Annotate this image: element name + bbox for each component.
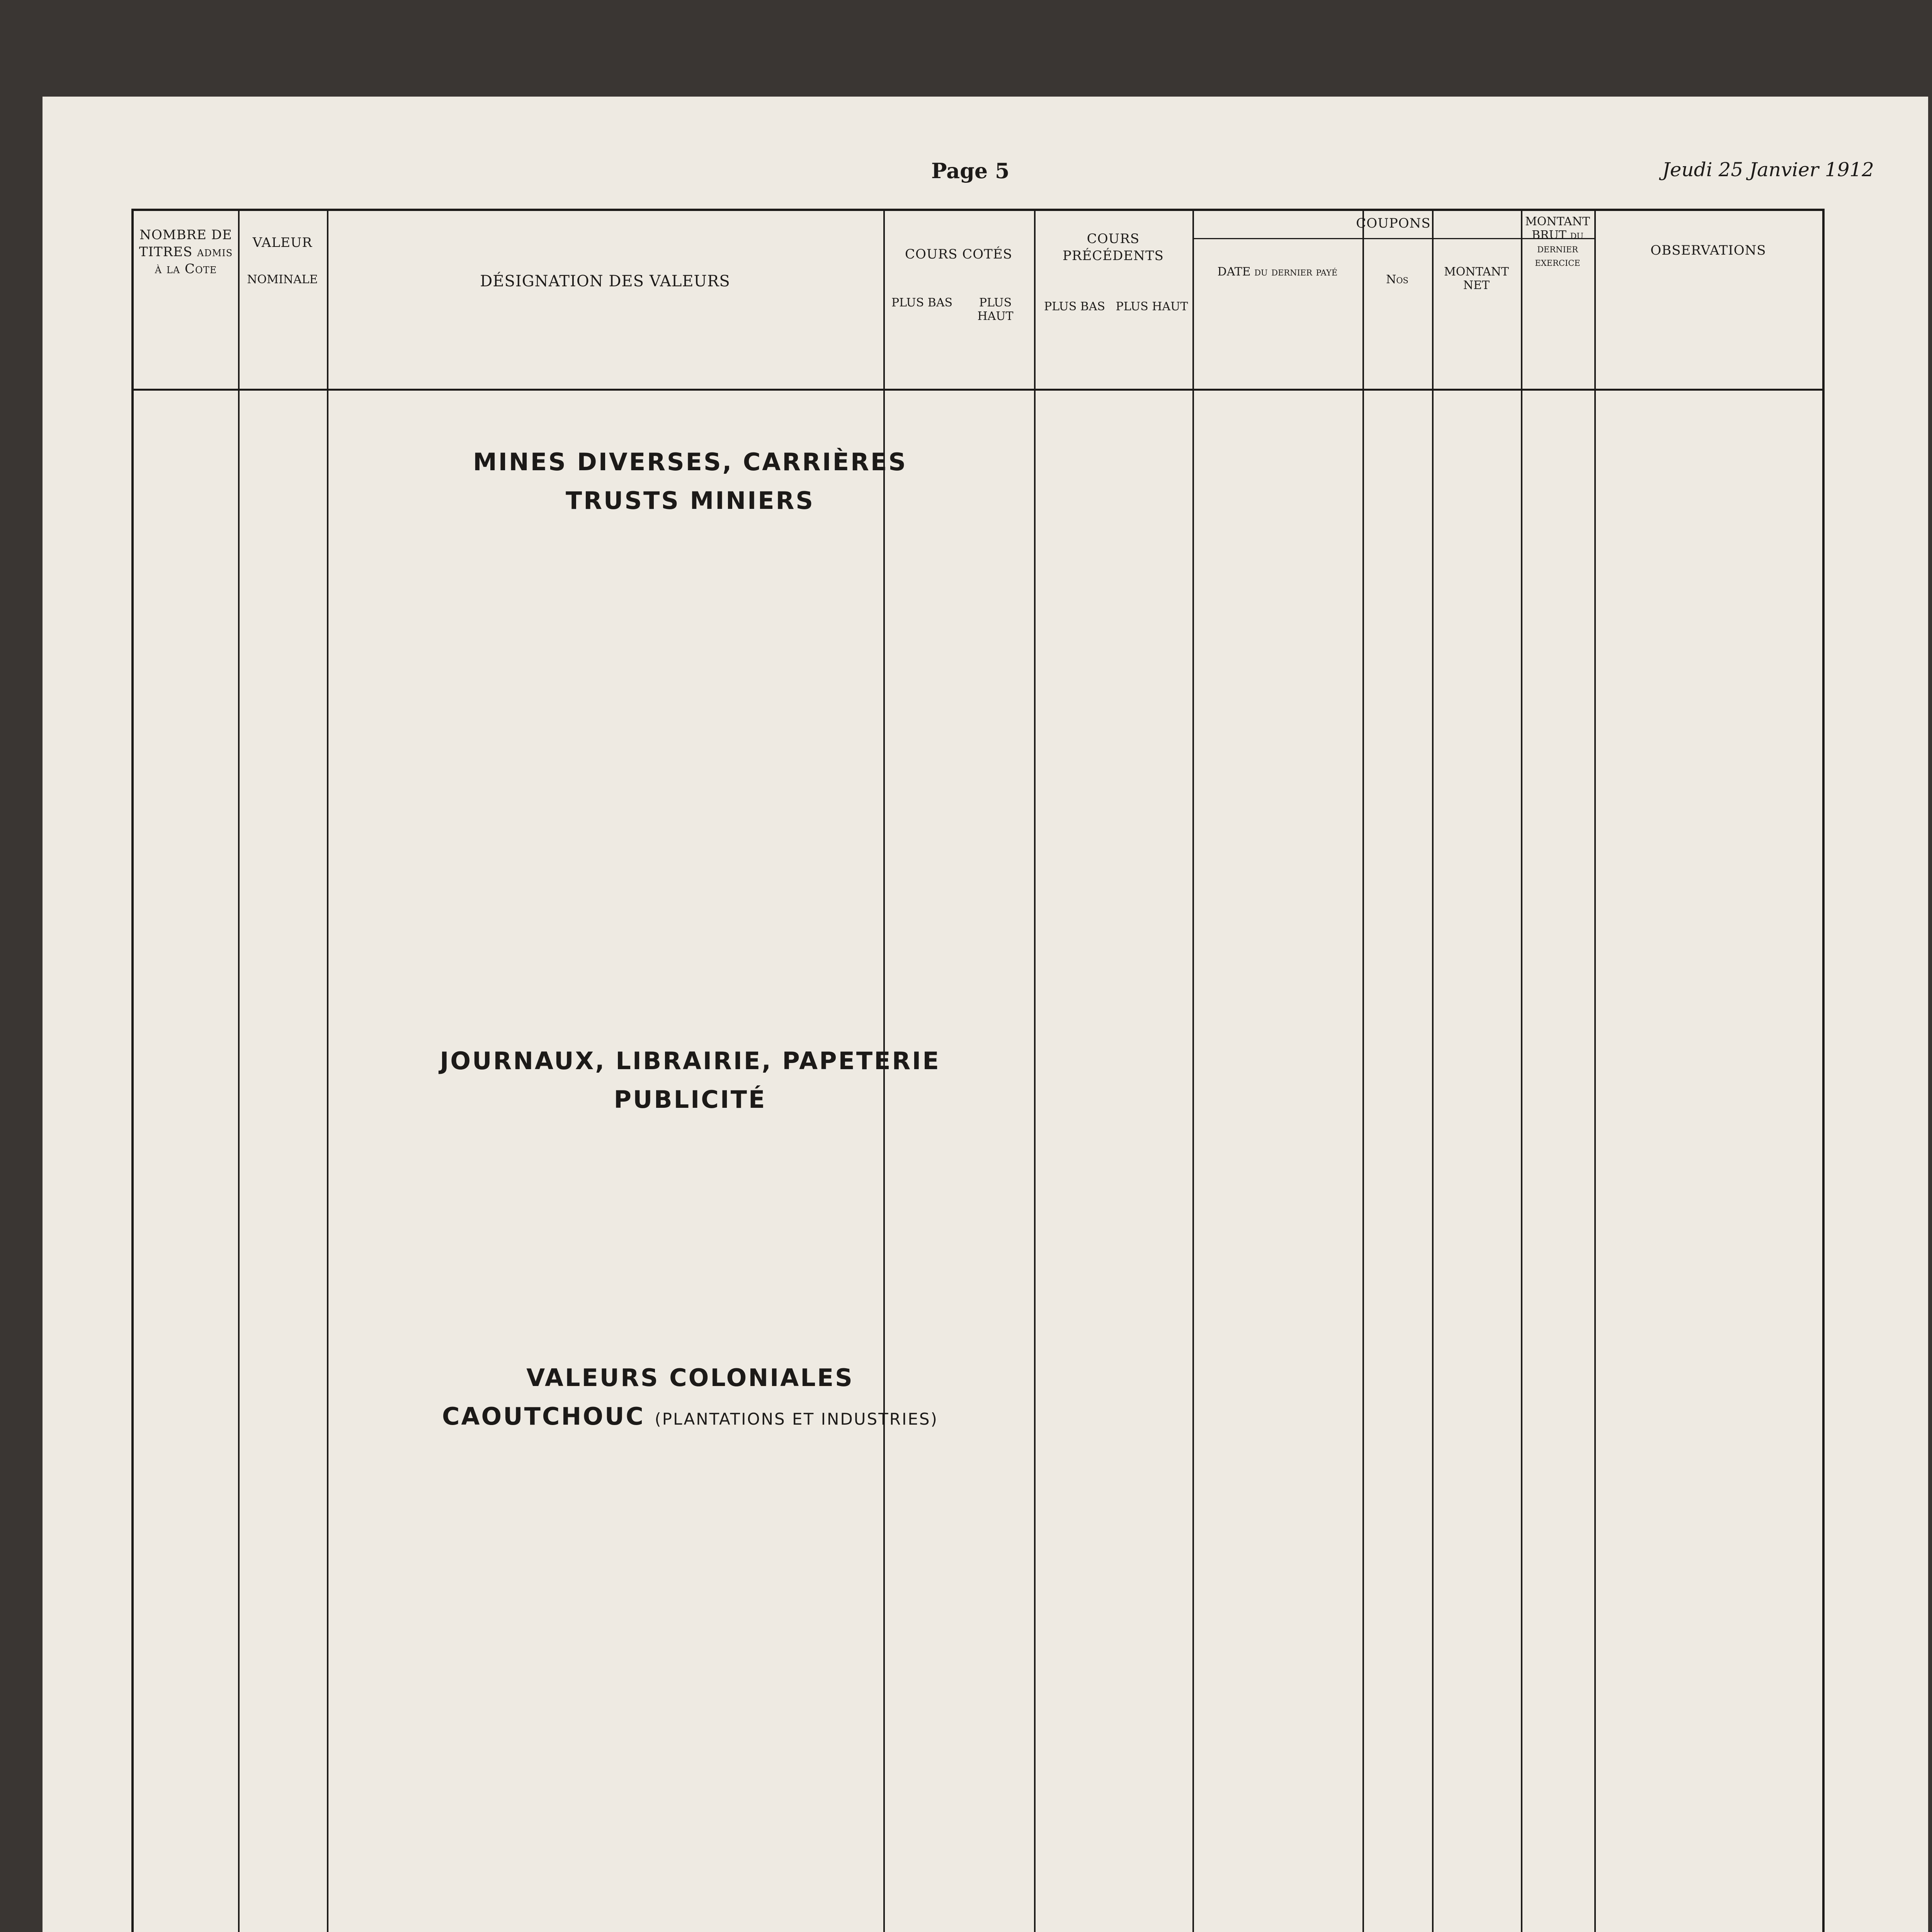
column-rule <box>1192 211 1194 1932</box>
header-coupon-number: Nos <box>1386 273 1408 286</box>
header-quoted: COURS COTÉS <box>905 247 1012 262</box>
table-header <box>134 211 1822 391</box>
issue-date: Jeudi 25 Janvier 1912 <box>1662 158 1874 181</box>
section-subtitle-note: (PLANTATIONS ET INDUSTRIES) <box>655 1410 938 1429</box>
section-title: MINES DIVERSES, CARRIÈRES <box>473 448 907 476</box>
column-rule <box>1432 211 1434 1932</box>
section-title: JOURNAUX, LIBRAIRIE, PAPETERIE <box>440 1047 940 1075</box>
header-previous-high: PLUS HAUT <box>1116 300 1188 313</box>
column-rule <box>238 211 240 1932</box>
header-previous-low: PLUS BAS <box>1044 300 1105 313</box>
header-coupon-date: DATE du dernier payé <box>1217 265 1338 279</box>
column-rule <box>1594 211 1596 1932</box>
header-count: NOMBRE DE TITRES admis à la Cote <box>139 227 233 277</box>
header-quoted-low: PLUS BAS <box>891 296 953 310</box>
column-rule <box>1362 211 1364 1932</box>
column-rule <box>1521 211 1522 1932</box>
page-number: Page 5 <box>931 158 1010 183</box>
newspaper-page <box>43 97 1928 1932</box>
header-value-sub: NOMINALE <box>247 273 318 286</box>
page-header <box>43 158 1928 182</box>
quotation-table <box>131 209 1825 1932</box>
header-observations: OBSERVATIONS <box>1650 243 1766 258</box>
section-subtitle: CAOUTCHOUC <box>442 1402 645 1430</box>
section-heading <box>389 443 992 520</box>
header-designation: DÉSIGNATION DES VALEURS <box>480 272 730 290</box>
header-coupons: COUPONS <box>1356 216 1431 231</box>
section-heading <box>389 1359 992 1439</box>
header-value: VALEUR <box>252 235 313 250</box>
section-title: VALEURS COLONIALES <box>526 1364 854 1392</box>
header-coupon-net: MONTANT NET <box>1444 265 1509 292</box>
column-rule <box>327 211 328 1932</box>
column-rule <box>1034 211 1036 1932</box>
section-subtitle: PUBLICITÉ <box>614 1085 767 1114</box>
header-quoted-high: PLUS HAUT <box>977 296 1014 323</box>
header-previous: COURS PRÉCÉDENTS <box>1063 231 1164 264</box>
header-gross-amount: MONTANT BRUT du dernier exercice <box>1525 215 1590 269</box>
section-heading <box>389 1042 992 1119</box>
section-subtitle: TRUSTS MINIERS <box>565 486 815 515</box>
